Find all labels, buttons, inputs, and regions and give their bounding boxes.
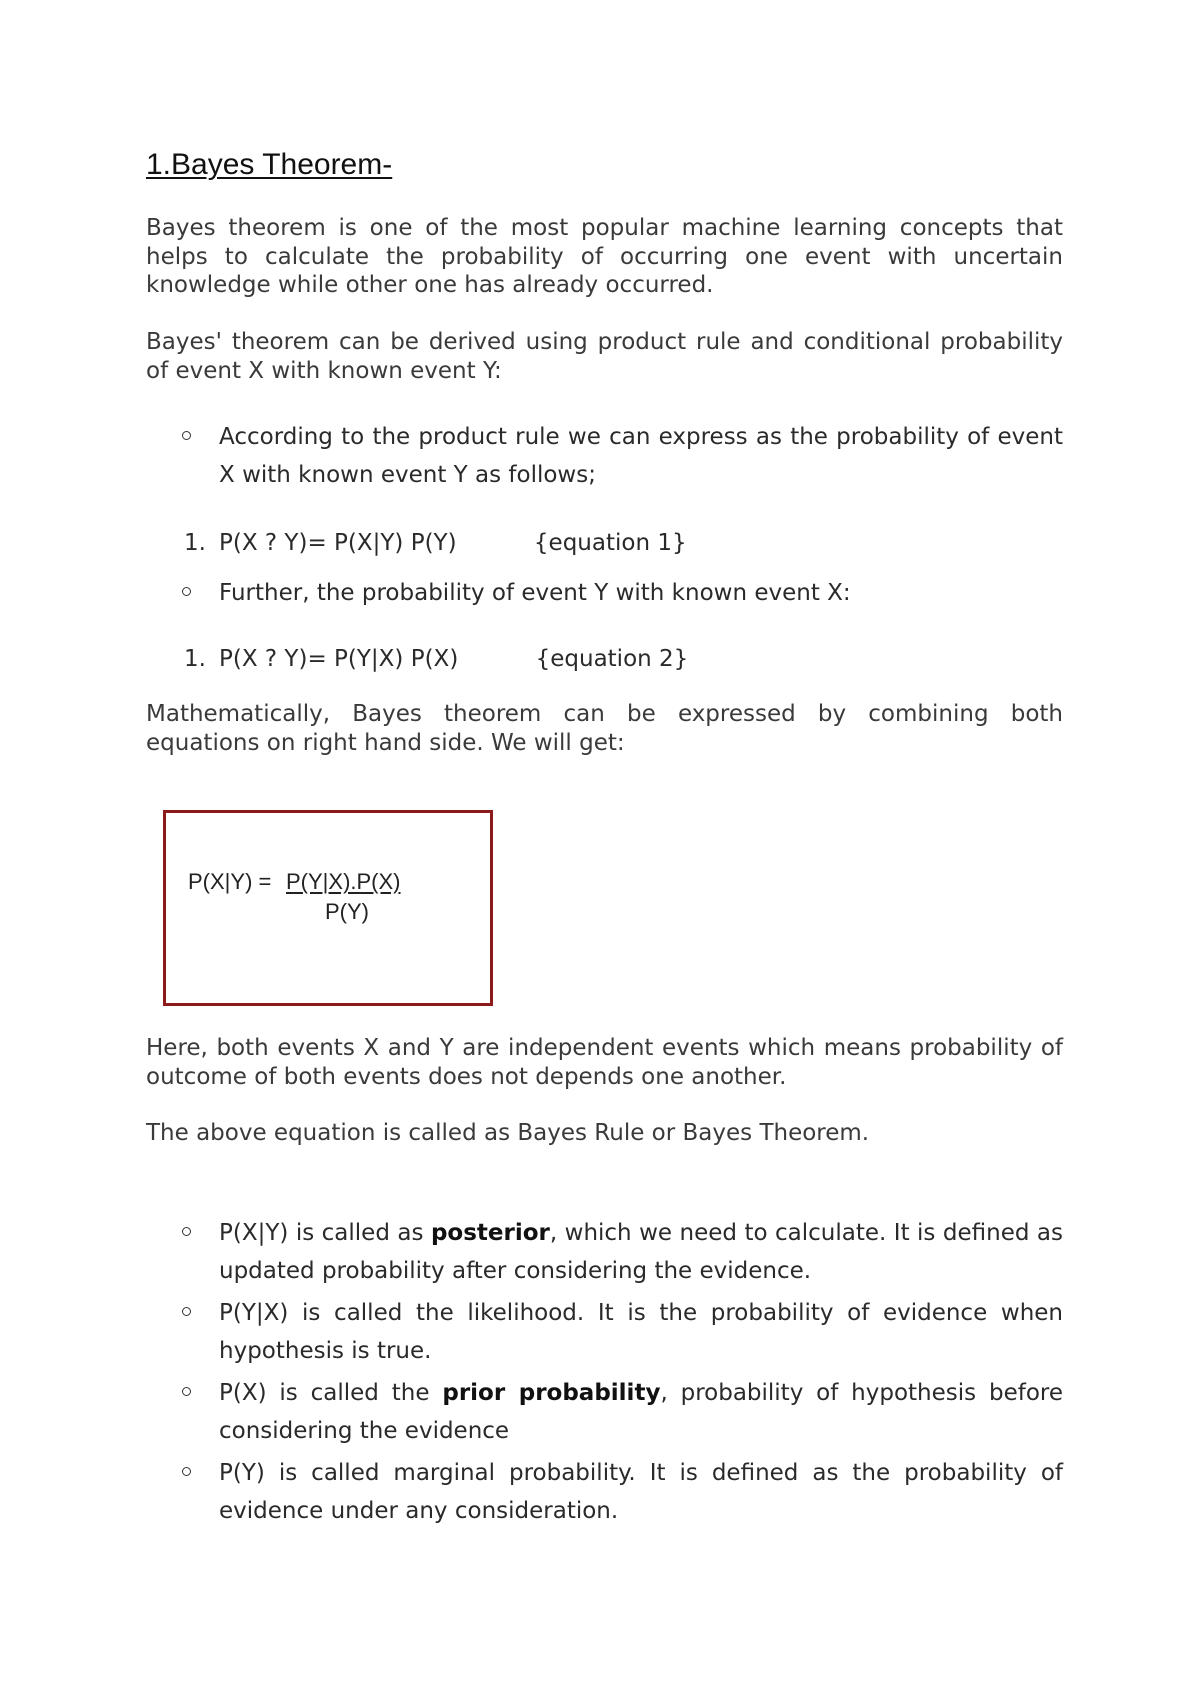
equation-expression: P(X ? Y)= P(X|Y) P(Y) <box>219 530 457 556</box>
list-item-text: According to the product rule we can express as the probability of event X with known event Y as follows; <box>219 424 1063 488</box>
circle-bullet-icon <box>182 1307 191 1316</box>
equation-number: 1. <box>184 646 206 672</box>
list-item <box>146 574 1063 612</box>
posterior-term: posterior <box>430 1220 550 1246</box>
equation-label: {equation 1} <box>533 530 687 556</box>
terms-list <box>146 1214 1063 1530</box>
equation-2-line <box>146 640 1063 678</box>
circle-bullet-icon <box>182 1387 191 1396</box>
further-list <box>146 574 1063 612</box>
independent-paragraph: Here, both events X and Y are independent events which means probability of outcome of both events does not depends one another. <box>146 1035 1063 1090</box>
section-heading: 1.Bayes Theorem- <box>146 148 393 181</box>
derivation-paragraph: Bayes' theorem can be derived using product rule and conditional probability of event X with known event Y: <box>146 329 1063 384</box>
circle-bullet-icon <box>182 1467 191 1476</box>
combining-paragraph: Mathematically, Bayes theorem can be expressed by combining both equations on right hand side. We will get: <box>146 701 1063 756</box>
equation-1-line <box>146 524 1063 562</box>
product-rule-list <box>146 418 1063 494</box>
equation-expression: P(X ? Y)= P(Y|X) P(X) <box>219 646 459 672</box>
equation-label: {equation 2} <box>535 646 689 672</box>
bayes-formula-box <box>163 810 493 1006</box>
formula-numerator: P(Y|X).P(X) <box>286 869 401 894</box>
formula-lhs: P(X|Y) = <box>188 869 272 894</box>
circle-bullet-icon <box>182 431 191 440</box>
prior-probability-term: prior probability <box>442 1380 661 1406</box>
circle-bullet-icon <box>182 1227 191 1236</box>
circle-bullet-icon <box>182 587 191 596</box>
rule-paragraph: The above equation is called as Bayes Rule or Bayes Theorem. <box>146 1120 870 1146</box>
equation-number: 1. <box>184 530 206 556</box>
list-item <box>146 418 1063 494</box>
list-item: P(X|Y) is called as posterior, which we need to calculate. It is defined as updated probability after considering the evidence. <box>146 1214 1063 1290</box>
list-item: P(X) is called the prior probability, probability of hypothesis before considering the evidence <box>146 1374 1063 1450</box>
list-item-text: Further, the probability of event Y with known event X: <box>219 580 851 606</box>
formula-denominator: P(Y) <box>325 899 369 924</box>
list-item: P(Y|X) is called the likelihood. It is the probability of evidence when hypothesis is true. <box>146 1294 1063 1370</box>
list-item: P(Y) is called marginal probability. It is defined as the probability of evidence under any consideration. <box>146 1454 1063 1530</box>
intro-paragraph: Bayes theorem is one of the most popular machine learning concepts that helps to calculate the probability of occurring one event with uncertain knowledge while other one has already occurred. <box>146 215 1063 298</box>
